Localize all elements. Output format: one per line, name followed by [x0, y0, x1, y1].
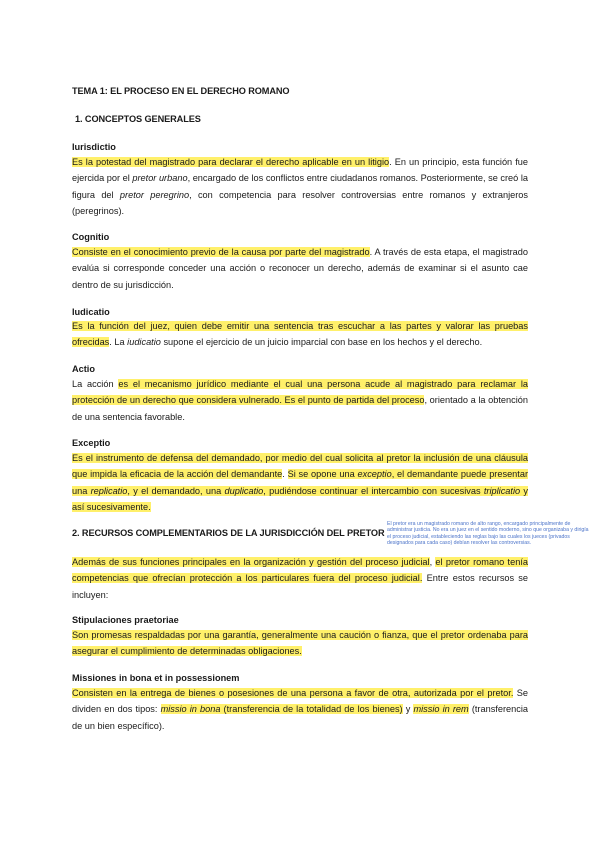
emphasis: missio in bona — [160, 704, 221, 715]
text: , encargado de los conflictos entre ciudadanos romanos. Posteriormente, se creó la figura del — [72, 173, 528, 200]
highlight: y así sucesivamente. — [72, 485, 528, 513]
highlight: Es la potestad del magistrado para declarar el derecho aplicable en un litigio — [72, 157, 390, 167]
emphasis: pretor urbano — [132, 173, 188, 184]
text: . La — [109, 337, 128, 348]
emphasis: exceptio — [357, 469, 392, 480]
document-title: TEMA 1: EL PROCESO EN EL DERECHO ROMANO — [72, 86, 290, 96]
term-actio: Actio — [72, 364, 95, 374]
highlight: el pretor romano tenía competencias que ofrecían protección a los particulares fuera del proceso judicial. — [72, 557, 528, 584]
term-cognitio: Cognitio — [72, 232, 110, 242]
term-missiones: Missiones in bona et in possessionem — [72, 673, 240, 683]
emphasis: triplicatio — [483, 485, 521, 496]
margin-comment-note: El pretor era un magistrado romano de alto rango, encargado principalmente de administrar justicia. No era un juez en el sentido moderno, sino que organizaba y dirigía el proceso judicial, estableciendo las reglas bajo las cuales los jueces (privados designados para cada caso) debían resolver las controversias. — [387, 521, 589, 547]
highlight: Son promesas respaldadas por una garantía, generalmente una caución o fianza, que el pretor ordenaba para asegurar el cumplimiento de determinadas obligaciones. — [72, 630, 528, 657]
highlight: Es la función del juez, quien debe emitir una sentencia tras escuchar a las partes y valorar las pruebas ofrecidas — [72, 321, 528, 348]
paragraph-exceptio — [72, 450, 528, 516]
text: La acción — [72, 379, 119, 389]
text: . En un principio, esta función fue ejercida por el — [72, 157, 528, 184]
section-2-heading: 2. RECURSOS COMPLEMENTARIOS DE LA JURISDICCIÓN DEL PRETOR — [72, 528, 385, 538]
highlight: es el mecanismo jurídico mediante el cual una persona acude al magistrado para reclamar la protección de un derecho que considera vulnerado. Es el punto de partida del proceso — [72, 379, 528, 406]
paragraph-stipulaciones — [72, 627, 528, 660]
term-stipulaciones: Stipulaciones praetoriae — [72, 615, 179, 625]
highlight: Si se opone una — [287, 469, 358, 480]
highlight: Además de sus funciones principales en la organización y gestión del proceso judicial — [72, 557, 430, 567]
highlight: Consiste en el conocimiento previo de la causa por parte del magistrado — [72, 247, 370, 257]
text: Entre estos recursos se incluyen: — [72, 573, 529, 600]
emphasis: iudicatio — [127, 337, 161, 348]
highlight: , y el demandado, una — [127, 485, 225, 496]
text: supone el ejercicio de un juicio imparcial con base en los hechos y el derecho. — [160, 337, 483, 348]
paragraph-actio — [72, 376, 528, 425]
highlight: Consisten en la entrega de bienes o posesiones de una persona a favor de otra, autorizada por el pretor. — [72, 688, 514, 698]
paragraph-missiones — [72, 685, 528, 734]
text: , con competencia para resolver controversias entre romanos y extranjeros (peregrinos). — [72, 189, 528, 217]
emphasis: pretor peregrino — [119, 189, 190, 200]
text: . — [282, 469, 288, 480]
paragraph-cognitio — [72, 244, 528, 293]
paragraph-iudicatio — [72, 318, 528, 351]
text: (transferencia de un bien específico). — [72, 704, 528, 731]
paragraph-section-2-intro — [72, 554, 528, 603]
highlight: (transferencia de la totalidad de los bienes) — [220, 704, 403, 715]
highlight: Es el instrumento de defensa del demandado, por medio del cual solicita al pretor la inclusión de una cláusula que impida la eficacia de la acción del demandante — [72, 453, 528, 480]
term-iudicatio: Iudicatio — [72, 307, 110, 317]
emphasis: missio in rem — [413, 704, 469, 715]
highlight: , pudiéndose continuar el intercambio con sucesivas — [263, 485, 484, 496]
text: Se dividen en dos tipos: — [72, 688, 528, 715]
emphasis: replicatio — [90, 485, 128, 496]
text: , — [429, 557, 436, 567]
term-exceptio: Exceptio — [72, 438, 111, 448]
emphasis: duplicatio — [224, 485, 264, 496]
highlight: , el demandante puede presentar una — [72, 469, 529, 496]
section-1-heading: 1. CONCEPTOS GENERALES — [75, 114, 201, 124]
text: . A través de esta etapa, el magistrado evalúa si corresponde conceder una acción o reconocer un derecho, además de examinar si el asunto cae dentro de su jurisdicción. — [72, 247, 529, 290]
term-iurisdictio: Iurisdictio — [72, 142, 116, 152]
paragraph-iurisdictio — [72, 154, 528, 220]
text: , orientado a la obtención de una sentencia favorable. — [72, 395, 528, 422]
text: y — [402, 704, 414, 715]
